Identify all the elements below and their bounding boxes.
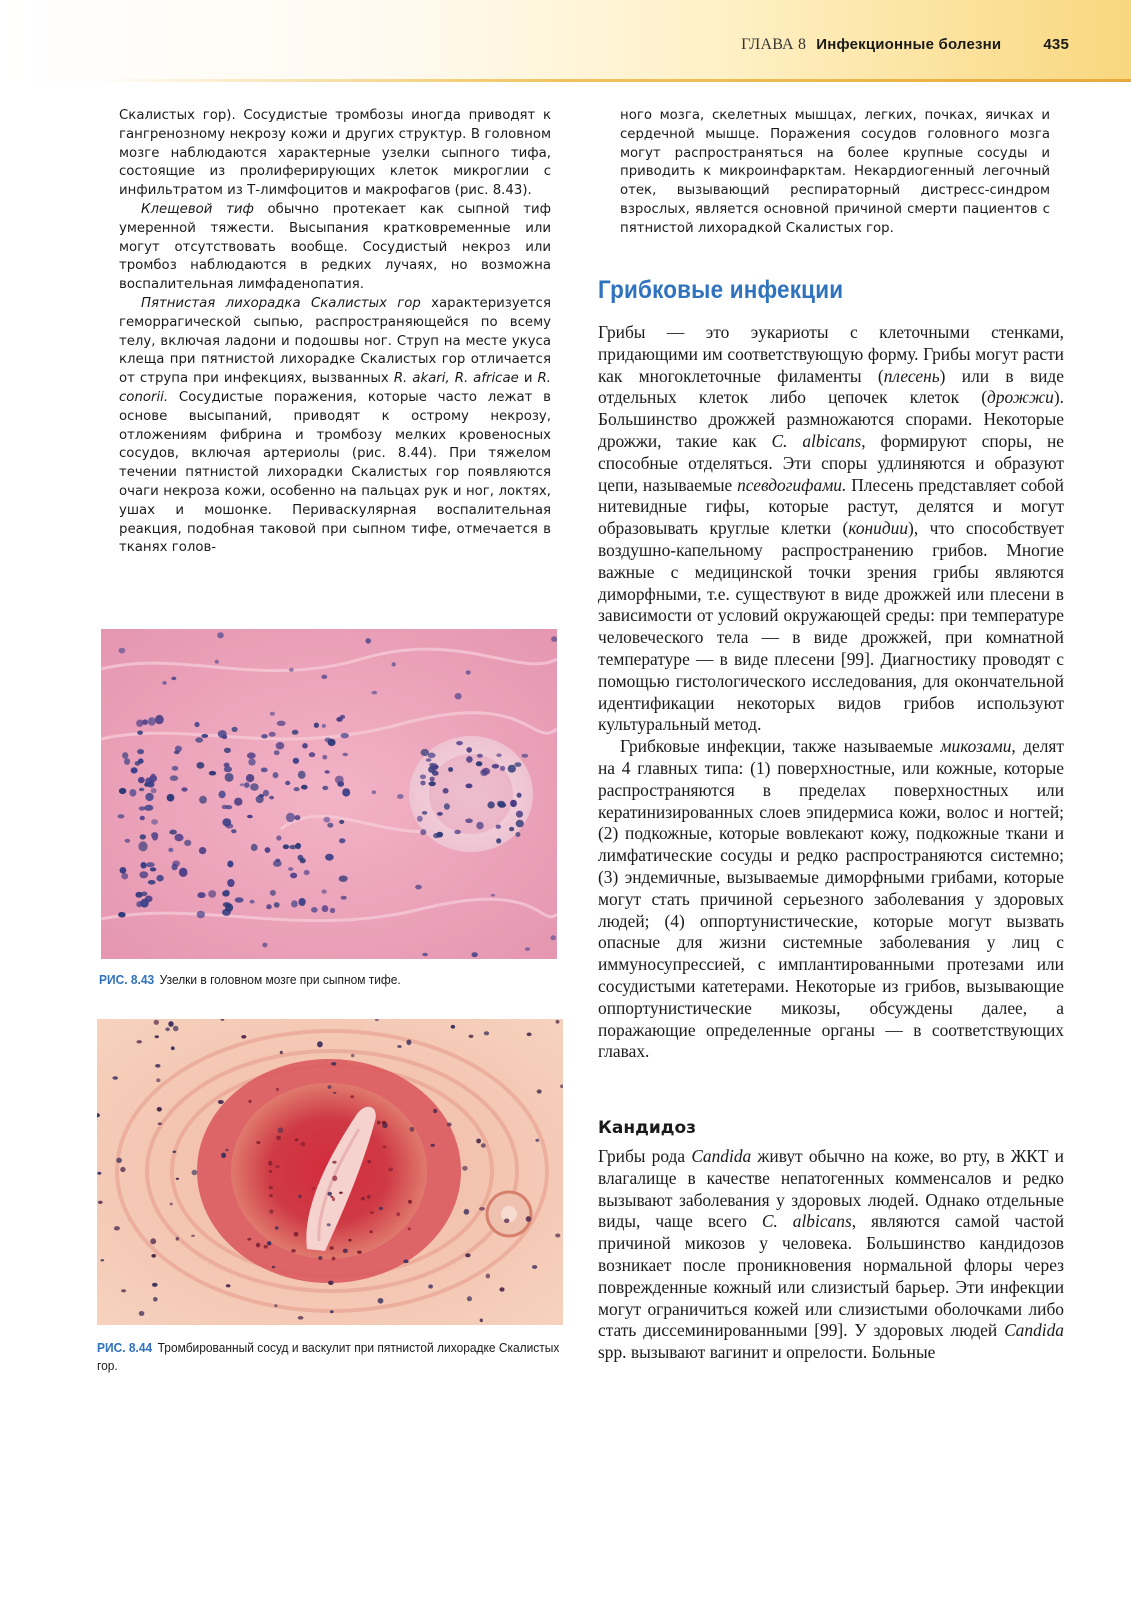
paragraph: Грибы — это эукариоты с клеточными стенками, придающими им соответствующую форму. Грибы могут расти как многоклеточные филаменты (плесень) или в виде отдельных клеток либо цепочек клеток (дрожжи). Большинство дрожжей размножаются спорами. Некоторые дрожжи, такие как C. albicans, формируют споры, не способные отделяться. Эти споры удлиняются и образуют цепи, называемые псевдогифами. Плесень представляет собой нитевидные гифы, которые растут, делятся и могут образовывать круглые клетки (конидии), что способствует воздушно-капельному распространению грибов. Многие важные с медицинской точки зрения грибы являются диморфными, т.е. существуют в виде дрожжей или плесени в зависимости от условий окружающей среды: при температуре человеческого тела — в виде дрожжей, при комнатной температуре — в виде плесени [99]. Диагностику проводят с помощью гистологического исследования, для окончательной идентификации некоторых видов грибов используют культуральный метод. xyxy=(598,322,1064,735)
section-body xyxy=(598,322,1064,1063)
page-number: 435 xyxy=(1043,36,1069,53)
figure-caption-8-44: РИС. 8.44 Тромбированный сосуд и васкулит при пятнистой лихорадке Скалистых гор. xyxy=(97,1340,560,1373)
paragraph: Грибковые инфекции, также называемые микозами, делят на 4 главных типа: (1) поверхностные, или кожные, которые распространяются в пределах поверхностных или кератинизированных слоев эпидермиса кожи, волос и ногтей; (2) подкожные, которые вовлекают кожу, подкожные ткани и лимфатические сосуды и редко распространяются системно; (3) эндемичные, вызываемые диморфными грибами, которые могут стать причиной серьезного заболевания у здоровых людей; (4) оппортунистические, которые могут вызвать опасные для жизни системные заболевания у лиц с иммуносупрессией, с имплантированными протезами или сосудистыми катетерами. Некоторые из грибов, вызывающие оппортунистические микозы, обсуждены далее, а поражающие определенные органы — в соответствующих главах. xyxy=(598,736,1064,1062)
paragraph: Клещевой тиф обычно протекает как сыпной тиф умеренной тяжести. Высыпания кратковременные или могут отсутствовать вообще. Сосудистый некроз или тромбоз наблюдаются в редких лучаях, но возможна воспалительная лимфаденопатия. xyxy=(119,201,551,293)
paragraph: Скалистых гор). Сосудистые тромбозы иногда приводят к гангренозному некрозу кожи и других структур. В головном мозге наблюдаются характерные узелки сыпного тифа, состоящие из пролиферирующих клеток микроглии с инфильтратом из Т-лимфоцитов и макрофагов (рис. 8.43). xyxy=(119,108,551,199)
figure-caption-8-43: РИС. 8.43 Узелки в головном мозге при сыпном тифе. xyxy=(99,972,401,987)
figure-label: РИС. 8.44 xyxy=(97,1340,153,1355)
running-head xyxy=(741,36,1069,54)
subsection-heading: Кандидоз xyxy=(598,1118,697,1138)
right-column-continuation xyxy=(620,107,1050,239)
chapter-label: ГЛАВА 8 xyxy=(741,36,807,53)
paragraph: ного мозга, скелетных мышцах, легких, почках, яичках и сердечной мышце. Поражения сосудов головного мозга могут распространяться на более крупные сосуды и приводить к микроинфарктам. Некардиогенный легочный отек, вызывающий респираторный дистресс-синдром взрослых, является основной причиной смерти пациентов с пятнистой лихорадкой Скалистых гор. xyxy=(620,108,1050,236)
chapter-title: Инфекционные болезни xyxy=(816,36,1002,53)
micrograph-figure-8-44 xyxy=(97,1019,563,1325)
left-column xyxy=(119,107,551,558)
micrograph-typhus-nodule xyxy=(101,629,557,959)
subsection-body xyxy=(598,1146,1064,1364)
micrograph-figure-8-43 xyxy=(101,629,557,959)
paragraph: Грибы рода Candida живут обычно на коже, во рту, в ЖКТ и влагалище в качестве непатогенных комменсалов и редко вызывают заболевания у здоровых людей. Однако отдельные виды, чаще всего C. albicans, являются самой частой причиной микозов у человека. Большинство кандидозов возникает после проникновения нормальной флоры через поврежденные кожный или слизистый барьер. Эти инфекции могут ограничиться кожей или слизистыми оболочками либо стать диссеминированными [99]. У здоровых людей Candida spp. вызывают вагинит и опрелости. Больные xyxy=(598,1146,1065,1363)
figure-label: РИС. 8.43 xyxy=(99,972,155,987)
paragraph: Пятнистая лихорадка Скалистых гор характеризуется геморрагической сыпью, распространяющейся по всему телу, включая ладони и подошвы ног. Струп на месте укуса клеща при пятнистой лихорадке Скалистых гор отличается от струпа при инфекциях, вызванных R. akari, R. africae и R. conorii. Сосудистые поражения, которые часто лежат в основе высыпаний, приводят к острому некрозу, отложениям фибрина и тромбозу мелких кровеносных сосудов, включая артериолы (рис. 8.44). При тяжелом течении пятнистой лихорадки Скалистых гор появляются очаги некроза кожи, особенно на пальцах рук и ног, локтях, ушах и мошонке. Периваскулярная воспалительная реакция, подобная таковой при сыпном тифе, отмечается в тканях голов- xyxy=(119,295,551,556)
micrograph-thrombosed-vessel xyxy=(97,1019,563,1325)
section-heading: Грибковые инфекции xyxy=(598,276,844,304)
run-in-heading: Клещевой тиф xyxy=(141,201,254,217)
run-in-heading: Пятнистая лихорадка Скалистых гор xyxy=(141,295,421,311)
